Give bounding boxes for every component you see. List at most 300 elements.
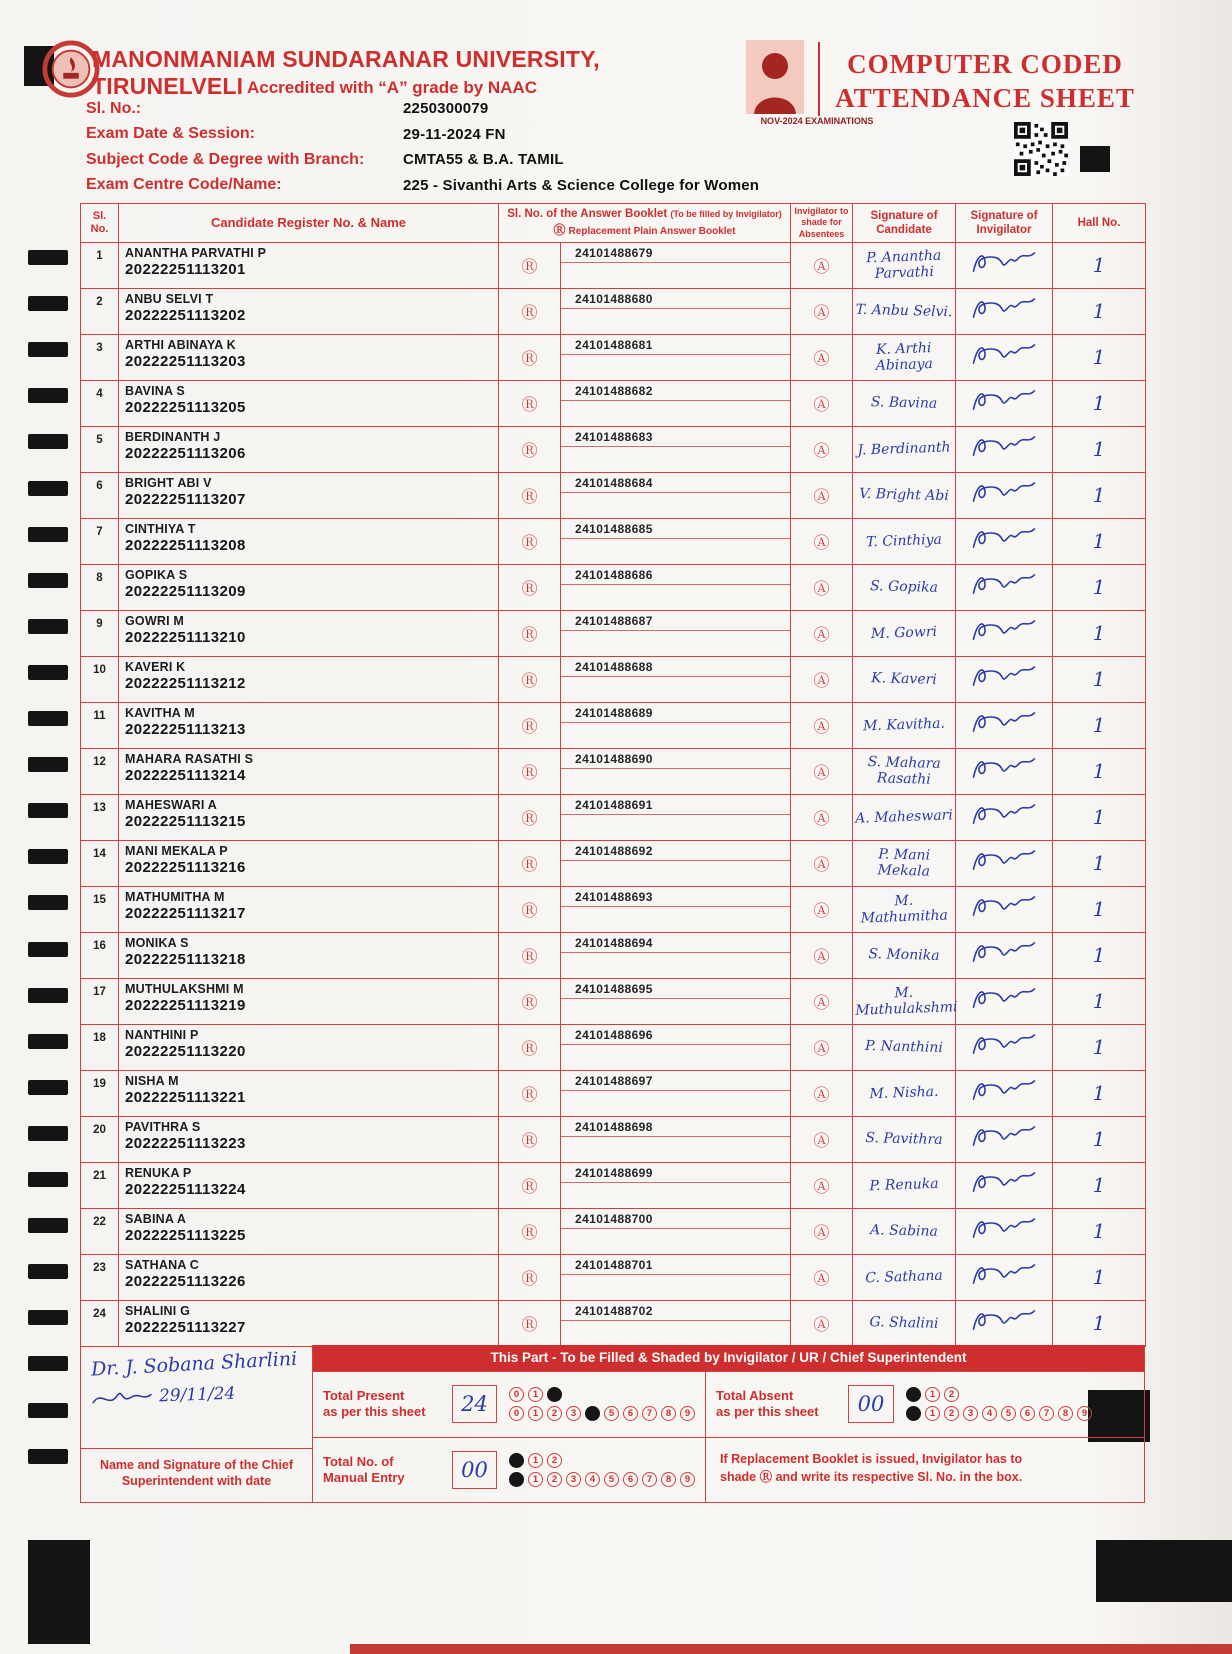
hall-no-cell xyxy=(1053,334,1146,380)
booklet-cell xyxy=(561,1300,791,1346)
hall-no-cell xyxy=(1053,380,1146,426)
absentee-cell xyxy=(791,380,853,426)
registration-mark xyxy=(28,942,68,957)
chief-date: 29/11/24 xyxy=(158,1383,236,1407)
invigilator-signature-cell xyxy=(956,748,1053,794)
chief-superintendent-signature xyxy=(81,1345,312,1448)
hall-no: 1 xyxy=(1092,437,1106,462)
bubble: 6 xyxy=(1020,1406,1035,1421)
booklet-number: 24101488696 xyxy=(561,1025,790,1045)
absentee-cell xyxy=(791,932,853,978)
booklet-number: 24101488683 xyxy=(561,427,790,447)
absentee-cell xyxy=(791,1300,853,1346)
header-sl-no: Sl. No. xyxy=(81,204,119,243)
candidate-register-no: 20222251113219 xyxy=(125,996,246,1014)
registration-mark xyxy=(1096,1540,1232,1602)
booklet-cell xyxy=(561,748,791,794)
absentee-cell xyxy=(791,794,853,840)
candidate-name: MANI MEKALA P xyxy=(125,843,228,858)
absentee-cell xyxy=(791,978,853,1024)
candidate-name: MATHUMITHA M xyxy=(125,889,225,904)
invigilator-signature-cell xyxy=(956,242,1053,288)
row-sl-no: 22 xyxy=(81,1208,119,1254)
candidate-signature-cell xyxy=(853,794,956,840)
bubble-row xyxy=(906,1387,1092,1402)
invigilator-signature xyxy=(966,797,1042,832)
candidate-register-no: 20222251113218 xyxy=(125,950,246,968)
candidate-signature: S. Monika xyxy=(868,946,940,965)
registration-mark xyxy=(28,803,68,818)
invigilator-signature xyxy=(966,1027,1042,1062)
candidate-row xyxy=(81,518,1146,564)
invigilator-signature xyxy=(966,1211,1042,1246)
candidate-signature: K. Arthi Abinaya xyxy=(875,340,934,375)
absentee-cell xyxy=(791,610,853,656)
hall-no: 1 xyxy=(1092,943,1106,968)
booklet-cell xyxy=(561,1208,791,1254)
bubble: 4 xyxy=(982,1406,997,1421)
total-present-bubbles xyxy=(509,1387,695,1421)
replacement-cell xyxy=(499,1254,561,1300)
row-sl-no: 9 xyxy=(81,610,119,656)
candidate-register-no: 20222251113215 xyxy=(125,812,246,830)
booklet-number: 24101488682 xyxy=(561,381,790,401)
hall-no: 1 xyxy=(1092,1127,1106,1152)
candidate-row xyxy=(81,1070,1146,1116)
invigilator-signature xyxy=(966,567,1042,602)
hall-no: 1 xyxy=(1092,713,1106,738)
header-booklet-sub: Replacement Plain Answer Booklet xyxy=(568,225,736,237)
invigilator-signature-cell xyxy=(956,1024,1053,1070)
candidate-row xyxy=(81,426,1146,472)
candidate-signature-cell xyxy=(853,242,956,288)
bubble: 3 xyxy=(566,1406,581,1421)
candidate-register-no: 20222251113207 xyxy=(125,490,246,508)
bubble: 4 xyxy=(585,1472,600,1487)
total-absent-bubbles xyxy=(906,1387,1092,1421)
registration-mark xyxy=(28,1540,90,1644)
candidate-cell xyxy=(119,1254,499,1300)
bubble: 3 xyxy=(963,1406,978,1421)
field-subject-code xyxy=(86,147,786,173)
candidate-row xyxy=(81,1024,1146,1070)
header-booklet-paren: (To be filled by Invigilator) xyxy=(670,208,782,219)
registration-mark xyxy=(28,757,68,772)
replacement-note xyxy=(705,1438,1144,1503)
label-line: Total Absent xyxy=(716,1388,794,1403)
bubble: 1 xyxy=(528,1453,543,1468)
booklet-cell xyxy=(561,518,791,564)
candidate-signature: G. Shalini xyxy=(869,1314,939,1333)
bubble: 5 xyxy=(604,1406,619,1421)
hall-no-cell xyxy=(1053,610,1146,656)
replacement-R-icon: Ⓡ xyxy=(521,442,538,460)
candidate-name: MONIKA S xyxy=(125,935,189,950)
registration-mark xyxy=(28,1080,68,1095)
hall-no: 1 xyxy=(1092,989,1106,1014)
booklet-cell xyxy=(561,656,791,702)
replacement-R-icon: Ⓡ xyxy=(521,304,538,322)
hall-no-cell xyxy=(1053,1162,1146,1208)
booklet-cell xyxy=(561,978,791,1024)
candidate-signature-cell xyxy=(853,288,956,334)
invigilator-signature xyxy=(966,383,1042,418)
replacement-R-icon: Ⓡ xyxy=(521,1086,538,1104)
bubble: 6 xyxy=(623,1472,638,1487)
candidate-signature: P. Anantha Parvathi xyxy=(865,247,942,283)
hall-no-cell xyxy=(1053,702,1146,748)
candidate-name: SATHANA C xyxy=(125,1257,200,1272)
candidate-cell xyxy=(119,288,499,334)
bubble: 0 xyxy=(509,1387,524,1402)
replacement-R-icon: Ⓡ xyxy=(521,1316,538,1334)
hall-no: 1 xyxy=(1092,1219,1106,1244)
hall-no: 1 xyxy=(1092,1081,1106,1106)
bubble: 1 xyxy=(528,1472,543,1487)
absentee-A-icon: Ⓐ xyxy=(813,1086,830,1104)
hall-no-cell xyxy=(1053,1116,1146,1162)
hall-no-cell xyxy=(1053,1254,1146,1300)
candidate-signature: M. Nisha. xyxy=(869,1084,939,1103)
booklet-number: 24101488698 xyxy=(561,1117,790,1137)
candidate-rows xyxy=(81,242,1146,1346)
candidate-name: MUTHULAKSHMI M xyxy=(125,981,244,996)
candidate-signature: P. Renuka xyxy=(869,1176,939,1195)
hall-no: 1 xyxy=(1092,1311,1106,1336)
registration-mark xyxy=(28,849,68,864)
replacement-R-icon: Ⓡ xyxy=(521,396,538,414)
invigilator-signature-cell xyxy=(956,610,1053,656)
candidate-signature-cell xyxy=(853,1208,956,1254)
invigilator-signature xyxy=(966,1257,1042,1292)
invigilator-signature-cell xyxy=(956,1116,1053,1162)
invigilator-signature-cell xyxy=(956,794,1053,840)
university-name: MANONMANIAM SUNDARANAR UNIVERSITY, TIRUNELVELI xyxy=(92,46,600,99)
footer-section xyxy=(80,1345,1145,1503)
booklet-number: 24101488693 xyxy=(561,887,790,907)
bubble: 9 xyxy=(1077,1406,1092,1421)
invigilator-signature-cell xyxy=(956,380,1053,426)
booklet-number: 24101488702 xyxy=(561,1301,790,1321)
absentee-cell xyxy=(791,426,853,472)
booklet-number: 24101488700 xyxy=(561,1209,790,1229)
replacement-R-icon: Ⓡ xyxy=(521,902,538,920)
booklet-cell xyxy=(561,840,791,886)
candidate-name: GOWRI M xyxy=(125,613,185,628)
registration-mark xyxy=(28,1034,68,1049)
bubble-row xyxy=(509,1387,695,1402)
candidate-cell xyxy=(119,242,499,288)
row-sl-no: 14 xyxy=(81,840,119,886)
invigilator-signature xyxy=(966,1165,1042,1200)
row-sl-no: 7 xyxy=(81,518,119,564)
bubble: 5 xyxy=(604,1472,619,1487)
row-sl-no: 12 xyxy=(81,748,119,794)
hall-no-cell xyxy=(1053,288,1146,334)
candidate-name: NANTHINI P xyxy=(125,1027,199,1042)
replacement-cell xyxy=(499,288,561,334)
registration-mark xyxy=(28,711,68,726)
invigilator-signature-cell xyxy=(956,702,1053,748)
field-exam-centre xyxy=(86,173,786,199)
candidate-row xyxy=(81,288,1146,334)
candidate-cell xyxy=(119,380,499,426)
bubble: 8 xyxy=(661,1472,676,1487)
replacement-R-icon: Ⓡ xyxy=(521,1270,538,1288)
hall-no-cell xyxy=(1053,978,1146,1024)
row-sl-no: 3 xyxy=(81,334,119,380)
replacement-cell xyxy=(499,1208,561,1254)
invigilator-signature-cell xyxy=(956,426,1053,472)
hall-no-cell xyxy=(1053,1300,1146,1346)
replacement-R-icon: Ⓡ xyxy=(521,1224,538,1242)
invigilator-signature xyxy=(966,245,1042,280)
booklet-cell xyxy=(561,242,791,288)
absentee-A-icon: Ⓐ xyxy=(813,764,830,782)
hall-no: 1 xyxy=(1092,1265,1106,1290)
replacement-cell xyxy=(499,426,561,472)
candidate-signature: M. Gowri xyxy=(870,624,938,643)
label-line: Total No. of xyxy=(323,1453,394,1469)
absentee-A-icon: Ⓐ xyxy=(813,396,830,414)
row-sl-no: 19 xyxy=(81,1070,119,1116)
candidate-name: SHALINI G xyxy=(125,1303,190,1318)
field-sl-no xyxy=(86,96,786,122)
candidate-cell xyxy=(119,1300,499,1346)
hall-no-cell xyxy=(1053,242,1146,288)
candidate-register-no: 20222251113220 xyxy=(125,1042,246,1060)
booklet-cell xyxy=(561,932,791,978)
booklet-number: 24101488692 xyxy=(561,841,790,861)
booklet-cell xyxy=(561,1070,791,1116)
hall-no: 1 xyxy=(1092,299,1106,324)
absentee-A-icon: Ⓐ xyxy=(813,1316,830,1334)
bubble-filled xyxy=(585,1406,600,1421)
registration-mark xyxy=(28,619,68,634)
total-absent-label xyxy=(716,1388,836,1421)
replacement-R-icon: Ⓡ xyxy=(521,580,538,598)
candidate-name: RENUKA P xyxy=(125,1165,192,1180)
row-sl-no: 17 xyxy=(81,978,119,1024)
candidate-signature: C. Sathana xyxy=(865,1267,943,1287)
absentee-A-icon: Ⓐ xyxy=(813,258,830,276)
candidate-name: PAVITHRA S xyxy=(125,1119,201,1134)
invigilator-signature-cell xyxy=(956,932,1053,978)
booklet-number: 24101488679 xyxy=(561,243,790,263)
booklet-cell xyxy=(561,334,791,380)
registration-mark xyxy=(28,342,68,357)
absentee-A-icon: Ⓐ xyxy=(813,1224,830,1242)
replacement-R-icon: Ⓡ xyxy=(521,810,538,828)
invigilator-signature xyxy=(966,337,1042,372)
booklet-number: 24101488689 xyxy=(561,703,790,723)
candidate-row xyxy=(81,472,1146,518)
field-value: 2250300079 xyxy=(403,100,489,118)
absentee-A-icon: Ⓐ xyxy=(813,350,830,368)
absentee-cell xyxy=(791,1024,853,1070)
chief-superintendent-cell xyxy=(81,1345,313,1502)
bubble: 1 xyxy=(925,1406,940,1421)
invigilator-signature-cell xyxy=(956,978,1053,1024)
row-sl-no: 11 xyxy=(81,702,119,748)
invigilator-signature-cell xyxy=(956,840,1053,886)
hall-no-cell xyxy=(1053,886,1146,932)
invigilator-signature xyxy=(966,1073,1042,1108)
candidate-row xyxy=(81,886,1146,932)
manual-entry-block xyxy=(313,1438,705,1503)
bubble-filled xyxy=(509,1472,524,1487)
invigilator-signature-cell xyxy=(956,656,1053,702)
candidate-signature: K. Kaveri xyxy=(871,670,937,689)
candidate-cell xyxy=(119,748,499,794)
signature-flourish xyxy=(91,1386,156,1408)
bubble-row xyxy=(509,1406,695,1421)
absentee-A-icon: Ⓐ xyxy=(813,902,830,920)
candidate-cell xyxy=(119,610,499,656)
booklet-cell xyxy=(561,1116,791,1162)
invigilator-signature xyxy=(966,705,1042,740)
replacement-R-icon: Ⓡ xyxy=(521,534,538,552)
absentee-cell xyxy=(791,1254,853,1300)
row-sl-no: 18 xyxy=(81,1024,119,1070)
candidate-register-no: 20222251113213 xyxy=(125,720,246,738)
candidate-row xyxy=(81,334,1146,380)
registration-mark xyxy=(28,434,68,449)
candidate-register-no: 20222251113203 xyxy=(125,352,246,370)
absentee-cell xyxy=(791,1208,853,1254)
attendance-table xyxy=(80,203,1146,1347)
hall-no: 1 xyxy=(1092,345,1106,370)
bubble-filled xyxy=(906,1406,921,1421)
candidate-signature: M. Kavitha. xyxy=(862,715,946,735)
candidate-row xyxy=(81,610,1146,656)
bubble: 3 xyxy=(566,1472,581,1487)
hall-no-cell xyxy=(1053,656,1146,702)
invigilator-signature xyxy=(966,981,1042,1016)
candidate-row xyxy=(81,794,1146,840)
absentee-cell xyxy=(791,1162,853,1208)
absentee-cell xyxy=(791,1070,853,1116)
replacement-R-icon: Ⓡ xyxy=(521,672,538,690)
hall-no-cell xyxy=(1053,748,1146,794)
booklet-cell xyxy=(561,426,791,472)
candidate-name: CINTHIYA T xyxy=(125,521,196,536)
booklet-cell xyxy=(561,1024,791,1070)
candidate-signature-cell xyxy=(853,426,956,472)
booklet-cell xyxy=(561,380,791,426)
replacement-cell xyxy=(499,748,561,794)
bubble: 8 xyxy=(1058,1406,1073,1421)
replacement-cell xyxy=(499,1300,561,1346)
candidate-signature: S. Gopika xyxy=(869,578,939,597)
candidate-signature: S. Bavina xyxy=(870,394,938,413)
candidate-signature: V. Bright Abi xyxy=(858,486,950,505)
invigilator-signature-cell xyxy=(956,518,1053,564)
absentee-A-icon: Ⓐ xyxy=(813,718,830,736)
candidate-name: BERDINANTH J xyxy=(125,429,221,444)
candidate-signature: T. Anbu Selvi. xyxy=(855,301,953,321)
header-candidate: Candidate Register No. & Name xyxy=(119,204,499,243)
candidate-signature-cell xyxy=(853,1254,956,1300)
booklet-number: 24101488684 xyxy=(561,473,790,493)
hall-no-cell xyxy=(1053,426,1146,472)
header-divider xyxy=(818,42,820,116)
registration-mark xyxy=(28,988,68,1003)
row-sl-no: 6 xyxy=(81,472,119,518)
replacement-R-icon: Ⓡ xyxy=(553,222,566,237)
absentee-A-icon: Ⓐ xyxy=(813,1132,830,1150)
candidate-register-no: 20222251113216 xyxy=(125,858,246,876)
invigilator-section-title: This Part - To be Filled & Shaded by Invigilator / UR / Chief Superintendent xyxy=(313,1345,1144,1371)
bubble: 7 xyxy=(1039,1406,1054,1421)
registration-mark xyxy=(28,250,68,265)
replacement-cell xyxy=(499,610,561,656)
hall-no-cell xyxy=(1053,932,1146,978)
candidate-cell xyxy=(119,1116,499,1162)
absentee-A-icon: Ⓐ xyxy=(813,810,830,828)
candidate-register-no: 20222251113223 xyxy=(125,1134,246,1152)
hall-no: 1 xyxy=(1092,759,1106,784)
registration-mark xyxy=(1080,146,1110,172)
booklet-cell xyxy=(561,564,791,610)
invigilator-signature xyxy=(966,1119,1042,1154)
absentee-cell xyxy=(791,518,853,564)
candidate-cell xyxy=(119,794,499,840)
replacement-cell xyxy=(499,656,561,702)
candidate-signature: A. Sabina xyxy=(869,1222,939,1241)
booklet-number: 24101488699 xyxy=(561,1163,790,1183)
hall-no-cell xyxy=(1053,794,1146,840)
candidate-cell xyxy=(119,656,499,702)
hall-no-cell xyxy=(1053,564,1146,610)
replacement-R-icon: Ⓡ xyxy=(521,258,538,276)
hall-no: 1 xyxy=(1092,483,1106,508)
candidate-register-no: 20222251113226 xyxy=(125,1272,246,1290)
absentee-cell xyxy=(791,288,853,334)
candidate-register-no: 20222251113212 xyxy=(125,674,246,692)
candidate-cell xyxy=(119,1208,499,1254)
candidate-signature-cell xyxy=(853,1024,956,1070)
absentee-A-icon: Ⓐ xyxy=(813,1178,830,1196)
candidate-row xyxy=(81,242,1146,288)
candidate-signature: P. Nanthini xyxy=(864,1038,944,1057)
replacement-R-icon: Ⓡ xyxy=(521,948,538,966)
candidate-signature: A. Maheswari xyxy=(854,807,954,827)
absentee-cell xyxy=(791,702,853,748)
candidate-row xyxy=(81,1208,1146,1254)
replacement-cell xyxy=(499,242,561,288)
row-sl-no: 16 xyxy=(81,932,119,978)
hall-no-cell xyxy=(1053,840,1146,886)
field-label: Exam Date & Session: xyxy=(86,125,255,143)
candidate-cell xyxy=(119,518,499,564)
replacement-R-icon: Ⓡ xyxy=(521,1178,538,1196)
candidate-register-no: 20222251113205 xyxy=(125,398,246,416)
replacement-cell xyxy=(499,1116,561,1162)
invigilator-signature xyxy=(966,613,1042,648)
candidate-signature-cell xyxy=(853,564,956,610)
candidate-register-no: 20222251113227 xyxy=(125,1318,246,1336)
candidate-row xyxy=(81,702,1146,748)
candidate-row xyxy=(81,840,1146,886)
candidate-cell xyxy=(119,840,499,886)
hall-no-cell xyxy=(1053,1024,1146,1070)
registration-mark xyxy=(28,1356,68,1371)
sheet-title-line2: ATTENDANCE SHEET xyxy=(835,82,1135,113)
bubble: 1 xyxy=(528,1406,543,1421)
invigilator-signature-cell xyxy=(956,1162,1053,1208)
header-signature-invigilator: Signature of Invigilator xyxy=(956,204,1053,243)
